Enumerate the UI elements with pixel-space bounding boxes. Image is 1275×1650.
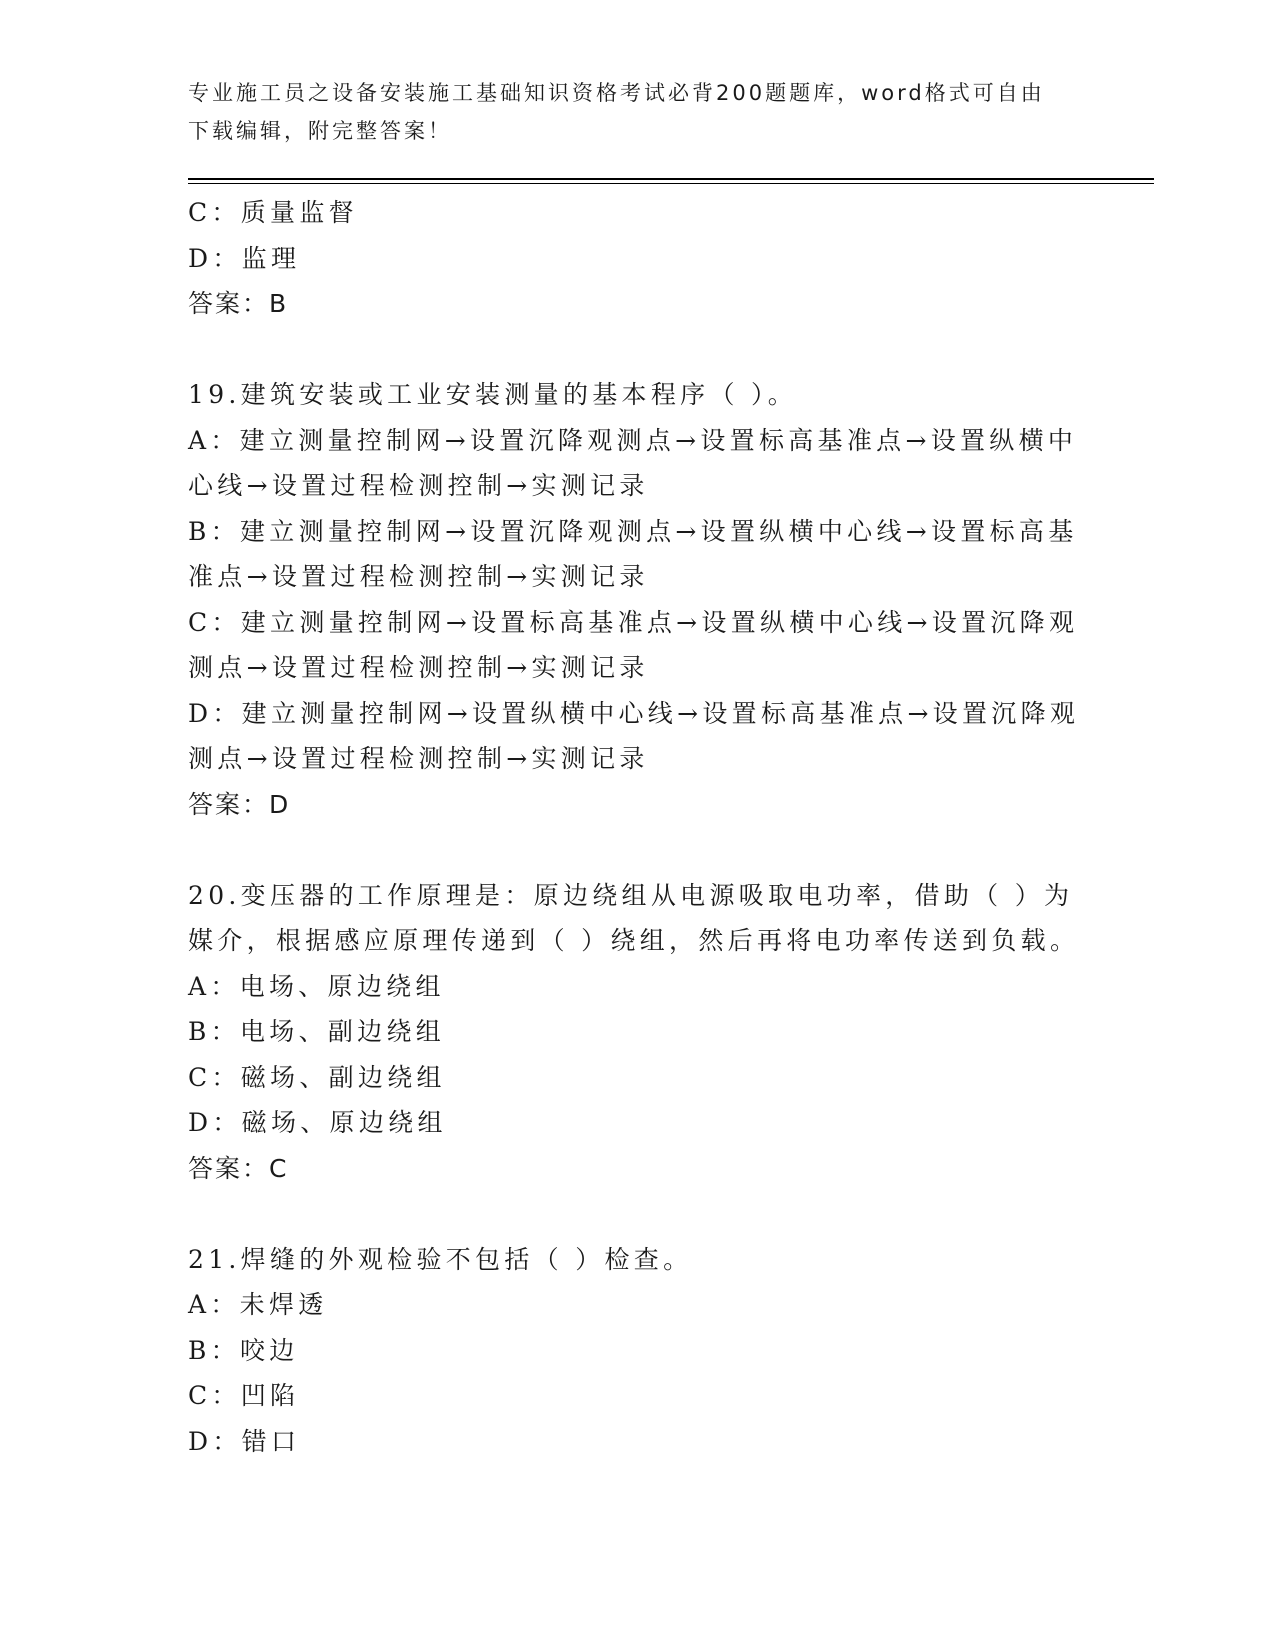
option-a-line-2: 心线→设置过程检测控制→实测记录: [188, 471, 649, 500]
option-d-line-2: 测点→设置过程检测控制→实测记录: [188, 744, 649, 773]
option-c: C：质量监督: [188, 198, 358, 227]
header-divider-thick: [188, 178, 1154, 180]
option-b-line-2: 准点→设置过程检测控制→实测记录: [188, 562, 649, 591]
answer-line: 答案：D: [188, 789, 291, 819]
question-content: [188, 190, 1088, 1464]
option-b: B：咬边: [188, 1335, 299, 1365]
option-b: B：电场、副边绕组: [188, 1017, 446, 1046]
option-a-line-1: A：建立测量控制网→设置沉降观测点→设置标高基准点→设置纵横中: [188, 425, 1078, 455]
question-stem: 19.建筑安装或工业安装测量的基本程序（ ）。: [188, 380, 798, 409]
spacer: [188, 327, 1088, 373]
option-c-line-1: C：建立测量控制网→设置标高基准点→设置纵横中心线→设置沉降观: [188, 607, 1079, 637]
header-divider-thin: [188, 183, 1154, 184]
previous-question-tail: [188, 190, 1088, 327]
question-stem-line-1: 20.变压器的工作原理是：原边绕组从电源吸取电功率，借助（ ）为: [188, 880, 1074, 910]
option-c-line-2: 测点→设置过程检测控制→实测记录: [188, 653, 649, 682]
header-line-2: 下载编辑，附完整答案！: [188, 119, 452, 143]
option-d: D：监理: [188, 243, 301, 273]
spacer: [188, 827, 1088, 873]
question-stem-line-2: 媒介，根据感应原理传递到（ ）绕组，然后再将电功率传送到负载。: [188, 926, 1080, 955]
answer-line: 答案：B: [188, 289, 289, 318]
question-19: [188, 372, 1088, 827]
header-line-1: 专业施工员之设备安装施工基础知识资格考试必背200题题库，word格式可自由: [188, 81, 1045, 105]
question-21: [188, 1237, 1088, 1465]
option-c: C：凹陷: [188, 1381, 300, 1410]
document-header: [188, 74, 1088, 150]
spacer: [188, 1191, 1088, 1237]
option-d: D：错口: [188, 1426, 301, 1456]
option-b-line-1: B：建立测量控制网→设置沉降观测点→设置纵横中心线→设置标高基: [188, 516, 1078, 546]
question-stem: 21.焊缝的外观检验不包括（ ）检查。: [188, 1244, 693, 1274]
option-c: C：磁场、副边绕组: [188, 1062, 446, 1092]
option-d-line-1: D：建立测量控制网→设置纵横中心线→设置标高基准点→设置沉降观: [188, 698, 1080, 728]
option-a: A：电场、原边绕组: [188, 971, 445, 1001]
answer-line: 答案：C: [188, 1153, 289, 1183]
question-20: [188, 873, 1088, 1192]
option-d: D：磁场、原边绕组: [188, 1108, 447, 1137]
option-a: A：未焊透: [188, 1290, 328, 1319]
